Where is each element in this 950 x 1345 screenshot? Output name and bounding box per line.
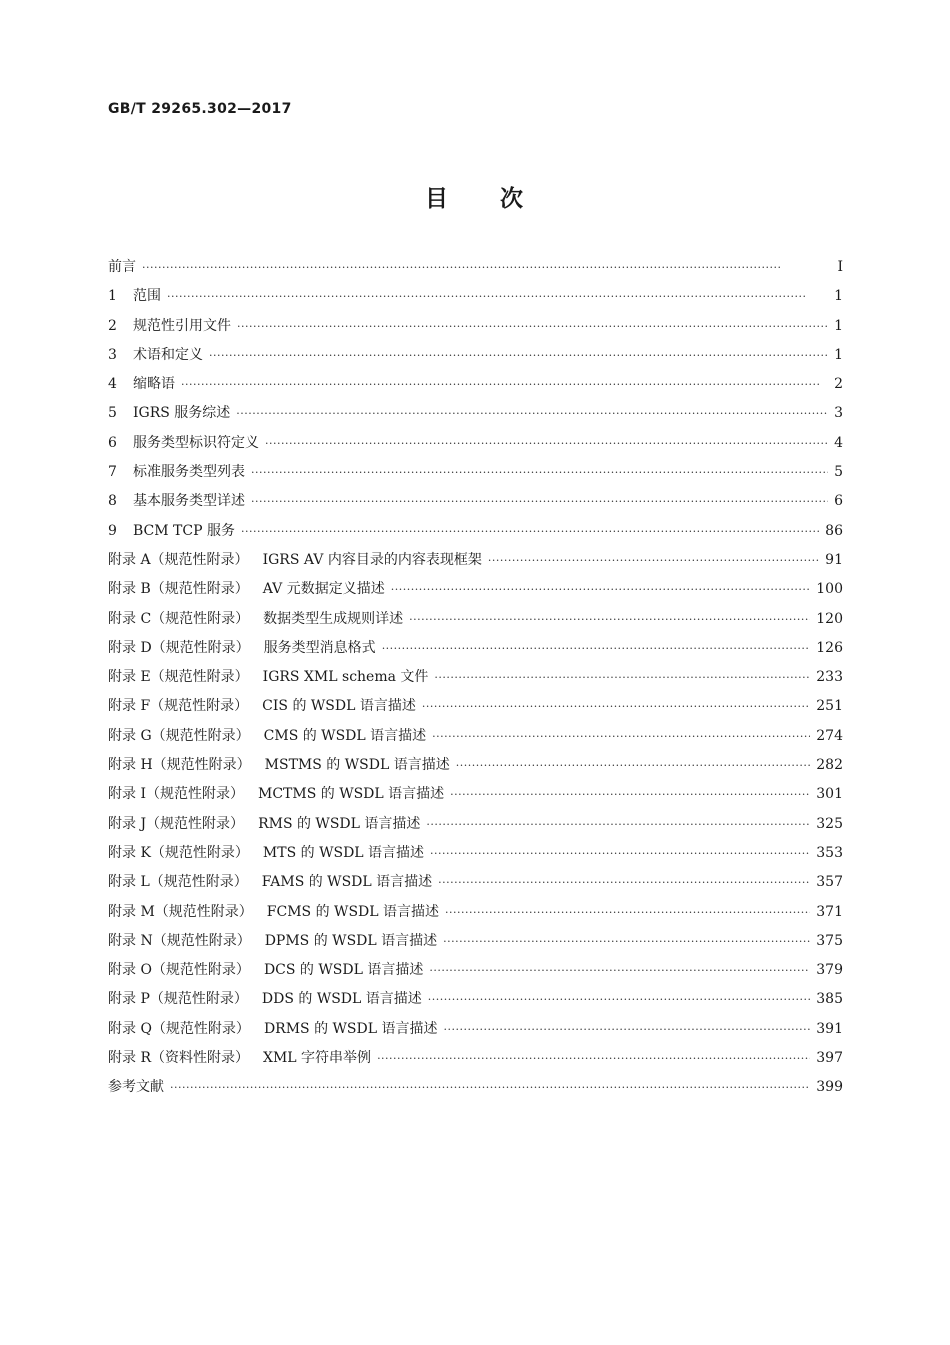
toc-entry-label: 基本服务类型详述 <box>133 493 245 510</box>
toc-entry[interactable] <box>108 842 843 871</box>
toc-entry-title: MCTMS 的 WSDL 语言描述 <box>257 786 445 803</box>
toc-dot-leader <box>241 525 819 538</box>
toc-entry-label: 附录 A（规范性附录） <box>108 551 249 568</box>
toc-entry-label: 服务类型标识符定义 <box>133 434 259 451</box>
toc-entry-label: 附录 B（规范性附录） <box>108 581 249 598</box>
toc-entry-label: IGRS 服务综述 <box>133 405 231 422</box>
toc-entry[interactable] <box>108 608 843 637</box>
toc-dot-leader <box>450 788 810 801</box>
toc-entry-page-number: 385 <box>816 991 843 1008</box>
toc-entry-title: DPMS 的 WSDL 语言描述 <box>264 932 438 949</box>
toc-entry[interactable] <box>108 1018 843 1047</box>
toc-entry-title: 数据类型生成规则详述 <box>263 610 404 627</box>
toc-entry-number: 5 <box>108 405 117 422</box>
toc-entry-label: 范围 <box>133 288 161 305</box>
toc-dot-leader <box>382 642 811 655</box>
toc-dot-leader <box>265 437 828 450</box>
toc-entry-label: 附录 P（规范性附录） <box>108 991 248 1008</box>
toc-dot-leader <box>488 554 819 567</box>
toc-entry-title: DRMS 的 WSDL 语言描述 <box>263 1020 438 1037</box>
toc-dot-leader <box>429 964 810 977</box>
toc-dot-leader <box>251 495 828 508</box>
toc-entry[interactable] <box>108 432 843 461</box>
toc-dot-leader <box>422 700 810 713</box>
toc-entry-number: 8 <box>108 493 117 510</box>
toc-entry-number: 4 <box>108 376 117 393</box>
toc-entry[interactable] <box>108 402 843 431</box>
toc-dot-leader <box>438 876 810 889</box>
toc-entry-label: 附录 G（规范性附录） <box>108 727 250 744</box>
toc-entry[interactable] <box>108 256 843 285</box>
toc-entry-label: 附录 H（规范性附录） <box>108 757 251 774</box>
toc-entry[interactable] <box>108 695 843 724</box>
toc-dot-leader <box>170 1081 810 1094</box>
toc-entry-number: 6 <box>108 434 117 451</box>
toc-entry-title: DCS 的 WSDL 语言描述 <box>263 962 424 979</box>
toc-entry-title: AV 元数据定义描述 <box>262 581 385 598</box>
toc-dot-leader <box>434 671 810 684</box>
toc-entry-label: 规范性引用文件 <box>133 317 231 334</box>
toc-dot-leader <box>251 466 828 479</box>
toc-entry[interactable] <box>108 315 843 344</box>
toc-entry-page-number: 91 <box>825 551 843 568</box>
toc-entry[interactable] <box>108 637 843 666</box>
toc-entry-page-number: 100 <box>816 581 843 598</box>
toc-entry-title: DDS 的 WSDL 语言描述 <box>261 991 422 1008</box>
toc-entry-label: 附录 Q（规范性附录） <box>108 1020 250 1037</box>
toc-entry-label: 附录 J（规范性附录） <box>108 815 245 832</box>
toc-entry[interactable] <box>108 959 843 988</box>
toc-entry-page-number: 399 <box>816 1079 843 1096</box>
toc-entry-label: 附录 D（规范性附录） <box>108 639 250 656</box>
toc-entry-title: CIS 的 WSDL 语言描述 <box>262 698 416 715</box>
toc-entry-page-number: 274 <box>816 727 843 744</box>
toc-entry-page-number: 5 <box>834 464 843 481</box>
toc-entry-title: CMS 的 WSDL 语言描述 <box>263 727 427 744</box>
toc-dot-leader <box>428 993 810 1006</box>
toc-entry[interactable] <box>108 461 843 490</box>
toc-entry-label: 附录 M（规范性附录） <box>108 903 253 920</box>
toc-entry-page-number: 353 <box>816 844 843 861</box>
toc-entry[interactable] <box>108 549 843 578</box>
toc-entry-label: 附录 I（规范性附录） <box>108 786 244 803</box>
toc-entry-page-number: 4 <box>834 434 843 451</box>
toc-entry-title: RMS 的 WSDL 语言描述 <box>258 815 421 832</box>
toc-entry-label: 附录 N（规范性附录） <box>108 932 251 949</box>
toc-entry[interactable] <box>108 490 843 519</box>
toc-entry-page-number: 1 <box>834 346 843 363</box>
toc-entry-label: 附录 E（规范性附录） <box>108 669 249 686</box>
toc-entry-number: 1 <box>108 288 117 305</box>
toc-entry-label: 附录 K（规范性附录） <box>108 844 249 861</box>
toc-entry-page-number: 126 <box>816 639 843 656</box>
toc-dot-leader <box>456 759 811 772</box>
toc-entry-page-number: 2 <box>834 376 843 393</box>
toc-entry-label: 附录 O（规范性附录） <box>108 962 250 979</box>
toc-entry-number: 9 <box>108 522 117 539</box>
toc-entry-page-number: 1 <box>834 317 843 334</box>
toc-entry-label: 缩略语 <box>133 376 175 393</box>
toc-entry-title: IGRS AV 内容目录的内容表现框架 <box>262 551 482 568</box>
toc-entry[interactable] <box>108 666 843 695</box>
toc-dot-leader <box>426 818 810 831</box>
toc-dot-leader <box>209 349 828 362</box>
toc-entry-label: 术语和定义 <box>133 346 203 363</box>
toc-entry-page-number: 282 <box>816 757 843 774</box>
toc-entry-title: MTS 的 WSDL 语言描述 <box>262 844 425 861</box>
toc-entry-title: MSTMS 的 WSDL 语言描述 <box>264 757 450 774</box>
toc-dot-leader <box>430 847 810 860</box>
toc-dot-leader <box>377 1052 810 1065</box>
toc-dot-leader <box>432 730 810 743</box>
toc-entry-label: 附录 R（资料性附录） <box>108 1050 249 1067</box>
toc-entry-number: 2 <box>108 317 117 334</box>
toc-dot-leader <box>142 261 829 274</box>
toc-entry-label: 附录 L（规范性附录） <box>108 874 248 891</box>
toc-entry-page-number: 357 <box>816 874 843 891</box>
toc-entry-page-number: 233 <box>816 669 843 686</box>
toc-entry-page-number: 301 <box>816 786 843 803</box>
toc-entry-title: FCMS 的 WSDL 语言描述 <box>266 903 440 920</box>
toc-entry-page-number: 325 <box>816 815 843 832</box>
toc-entry[interactable] <box>108 344 843 373</box>
toc-entry-title: FAMS 的 WSDL 语言描述 <box>261 874 433 891</box>
toc-entry-label: 附录 F（规范性附录） <box>108 698 249 715</box>
toc-entry[interactable] <box>108 1047 843 1076</box>
standard-code: GB/T 29265.302—2017 <box>108 101 292 117</box>
toc-entry[interactable] <box>108 930 843 959</box>
toc-dot-leader <box>391 583 811 596</box>
toc-entry[interactable] <box>108 725 843 754</box>
toc-entry-page-number: 120 <box>816 610 843 627</box>
toc-dot-leader <box>236 407 828 420</box>
toc-entry[interactable] <box>108 285 843 314</box>
toc-entry-number: 3 <box>108 346 117 363</box>
toc-entry-page-number: 86 <box>825 522 843 539</box>
toc-entry-label: BCM TCP 服务 <box>133 522 235 539</box>
toc-dot-leader <box>409 613 810 626</box>
toc-entry-page-number: 251 <box>816 698 843 715</box>
toc-entry[interactable] <box>108 578 843 607</box>
toc-entry-title: XML 字符串举例 <box>263 1050 372 1067</box>
toc-entry[interactable] <box>108 783 843 812</box>
toc-entry[interactable] <box>108 813 843 842</box>
toc-entry-page-number: 375 <box>816 932 843 949</box>
toc-entry-page-number: 3 <box>834 405 843 422</box>
toc-dot-leader <box>181 378 828 391</box>
page-title: 目 次 <box>424 186 525 212</box>
toc-entry-page-number: 379 <box>816 962 843 979</box>
toc-dot-leader <box>445 906 810 919</box>
table-of-contents <box>108 256 843 1106</box>
toc-entry-label: 标准服务类型列表 <box>133 464 245 481</box>
toc-dot-leader <box>443 935 810 948</box>
toc-entry-title: 服务类型消息格式 <box>263 639 376 656</box>
toc-entry-page-number: 6 <box>834 493 843 510</box>
toc-dot-leader <box>443 1023 810 1036</box>
toc-entry[interactable] <box>108 988 843 1017</box>
toc-entry-label: 前言 <box>108 259 136 275</box>
toc-entry-title: IGRS XML schema 文件 <box>262 669 429 686</box>
toc-entry[interactable] <box>108 754 843 783</box>
toc-entry[interactable] <box>108 373 843 402</box>
toc-entry-page-number: 1 <box>834 288 843 305</box>
toc-entry[interactable] <box>108 1076 843 1105</box>
toc-entry[interactable] <box>108 871 843 900</box>
toc-dot-leader <box>237 320 828 333</box>
toc-entry-number: 7 <box>108 464 117 481</box>
toc-entry-page-number: 391 <box>816 1020 843 1037</box>
toc-dot-leader <box>167 290 828 303</box>
toc-entry-page-number: Ⅰ <box>837 259 843 275</box>
toc-entry-label: 附录 C（规范性附录） <box>108 610 250 627</box>
toc-entry-page-number: 371 <box>816 903 843 920</box>
toc-entry[interactable] <box>108 520 843 549</box>
toc-entry-page-number: 397 <box>816 1050 843 1067</box>
toc-entry-label: 参考文献 <box>108 1079 164 1096</box>
toc-entry[interactable] <box>108 901 843 930</box>
